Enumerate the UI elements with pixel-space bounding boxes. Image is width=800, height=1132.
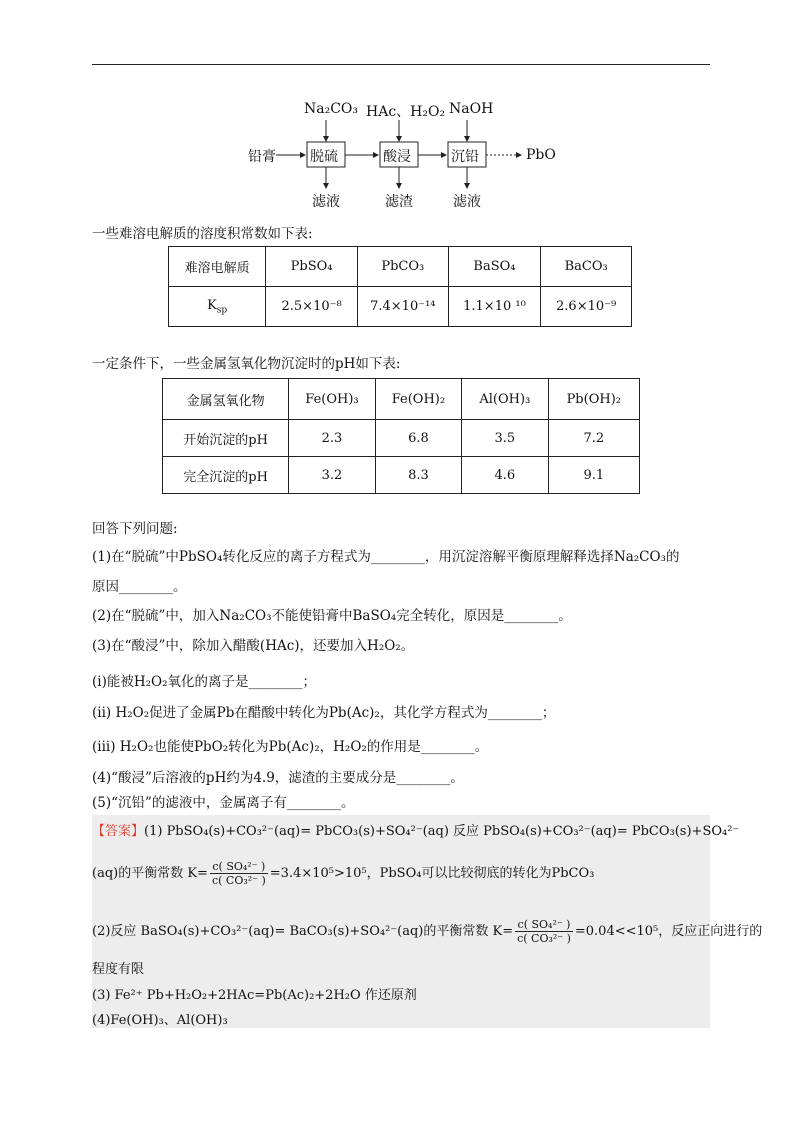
ksp-table: [168, 246, 632, 327]
step-acid-leach: 酸浸: [383, 149, 411, 165]
answer-tag: 【答案】: [92, 824, 145, 839]
q3ii-text: (ii) H₂O₂促进了金属Pb在醋酸中转化为Pb(Ac)₂，其化学方程式为: [92, 705, 488, 721]
ph-header-cell: Al(OH)₃: [462, 379, 548, 420]
punct: 。: [558, 608, 572, 624]
ksp-value-cell: 1.1×10 ¹⁰: [448, 287, 541, 327]
answer-1-line-1: [92, 822, 739, 842]
equilibrium-fraction: [515, 918, 573, 945]
q1-reason: 原因: [92, 579, 119, 595]
answer-blank: ________: [248, 674, 303, 690]
question-1-cont: [92, 577, 187, 597]
punct: 。: [340, 795, 355, 811]
answer-2-line-2: 程度有限: [92, 962, 145, 977]
question-5: [92, 793, 354, 813]
questions-intro: 回答下列问题:: [92, 521, 178, 537]
ksp-header-cell: PbSO₄: [266, 247, 358, 287]
ksp-header-cell: 难溶电解质: [169, 247, 266, 287]
answer-blank: ________: [487, 705, 542, 721]
ksp-value-cell: 7.4×10⁻¹⁴: [357, 287, 448, 327]
ph-value-cell: 9.1: [548, 457, 639, 494]
q5-text: (5)“沉铅”的滤液中，金属离子有: [92, 795, 287, 811]
answer-blank: ________: [286, 795, 341, 811]
ksp-row-label: [169, 287, 266, 327]
answer-1-k: (aq)的平衡常数 K=: [92, 866, 208, 881]
step-precipitate-lead: 沉铅: [451, 149, 479, 165]
question-4: [92, 768, 464, 788]
output-residue: 滤渣: [385, 194, 413, 210]
ph-header-cell: Fe(OH)₃: [289, 379, 375, 420]
fraction-numerator: c( SO₄²⁻ ): [210, 860, 268, 874]
ph-header-cell: 金属氢氧化物: [163, 379, 289, 420]
punct: 。: [173, 579, 187, 595]
ksp-value-cell: 2.5×10⁻⁸: [266, 287, 358, 327]
answer-blank: ________: [396, 770, 451, 786]
answer-4: (4)Fe(OH)₃、Al(OH)₃: [92, 1013, 228, 1028]
ph-value-cell: 8.3: [375, 457, 461, 494]
ksp-header-cell: BaSO₄: [448, 247, 541, 287]
ph-value-cell: 4.6: [462, 457, 548, 494]
step-desulfurize: 脱硫: [310, 149, 338, 165]
q3i-text: (i)能被H₂O₂氧化的离子是: [92, 674, 249, 690]
answer-blank: ________: [504, 608, 559, 624]
punct: ；: [302, 674, 317, 690]
answer-2-result: =0.04<<10⁵，反应正向进行的: [574, 924, 763, 939]
ksp-header-cell: BaCO₃: [541, 247, 632, 287]
q4-text: (4)“酸浸”后溶液的pH约为4.9，滤渣的主要成分是: [92, 770, 397, 786]
ksp-subscript: sp: [216, 305, 228, 316]
product-pbo: PbO: [526, 147, 556, 163]
output-filtrate-2: 滤液: [453, 194, 481, 210]
answer-1-result: =3.4×10⁵>10⁵，PbSO₄可以比较彻底的转化为PbCO₃: [269, 866, 595, 881]
q1-text-cont: ，用沉淀溶解平衡原理解释选择Na₂CO₃的: [424, 549, 680, 565]
input-lead-paste: 铅膏: [248, 149, 276, 165]
punct: ；: [541, 705, 556, 721]
header-rule: [92, 64, 710, 65]
ph-value-cell: 3.2: [289, 457, 375, 494]
q1-text: (1)在“脱硫”中PbSO₄转化反应的离子方程式为: [92, 549, 371, 565]
fraction-denominator: c( CO₃²⁻ ): [211, 874, 266, 887]
question-2: [92, 606, 572, 626]
answer-blank: ________: [370, 549, 425, 565]
answer-blank: ________: [119, 579, 173, 595]
answer-blank: ________: [420, 739, 475, 755]
ph-value-cell: 7.2: [548, 420, 639, 457]
question-3iii: [92, 737, 488, 757]
punct: 。: [474, 739, 489, 755]
reagent-hac-h2o2: HAc、H₂O₂: [366, 104, 446, 120]
punct: 。: [450, 770, 464, 786]
ph-intro: 一定条件下，一些金属氢氧化物沉淀时的pH如下表:: [92, 356, 401, 372]
reagent-na2co3: Na₂CO₃: [304, 101, 359, 117]
ph-header-cell: Fe(OH)₂: [375, 379, 461, 420]
ph-table: [162, 378, 640, 494]
answer-3: (3) Fe²⁺ Pb+H₂O₂+2HAc=Pb(Ac)₂+2H₂O 作还原剂: [92, 988, 417, 1003]
equilibrium-fraction: [210, 860, 268, 887]
ph-value-cell: 6.8: [375, 420, 461, 457]
answer-2-line-1: [92, 918, 762, 945]
fraction-denominator: c( CO₃²⁻ ): [517, 932, 571, 945]
fraction-numerator: c( SO₄²⁻ ): [515, 918, 573, 932]
question-3i: [92, 672, 316, 692]
question-3ii: [92, 703, 555, 723]
ph-value-cell: 2.3: [289, 420, 375, 457]
q2-text: (2)在“脱硫”中，加入Na₂CO₃不能使铅膏中BaSO₄完全转化，原因是: [92, 608, 505, 624]
question-1: [92, 547, 679, 567]
ph-row-label: 完全沉淀的pH: [163, 457, 289, 494]
ph-row-label: 开始沉淀的pH: [163, 420, 289, 457]
output-filtrate-1: 滤液: [312, 194, 340, 210]
answer-1-line-2: [92, 860, 594, 887]
ksp-value-cell: 2.6×10⁻⁹: [541, 287, 632, 327]
ksp-intro: 一些难溶电解质的溶度积常数如下表:: [92, 226, 313, 242]
ph-value-cell: 3.5: [462, 420, 548, 457]
answer-1-text: (1) PbSO₄(s)+CO₃²⁻(aq)= PbCO₃(s)+SO₄²⁻(aq) 反应 PbSO₄(s)+CO₃²⁻(aq)= PbCO₃(s)+SO₄²⁻: [144, 824, 740, 839]
question-3: (3)在“酸浸”中，除加入醋酸(HAc)，还要加入H₂O₂。: [92, 638, 415, 654]
reagent-naoh: NaOH: [449, 101, 494, 117]
ph-header-cell: Pb(OH)₂: [548, 379, 639, 420]
q3iii-text: (iii) H₂O₂也能使PbO₂转化为Pb(Ac)₂，H₂O₂的作用是: [92, 739, 421, 755]
ksp-header-cell: PbCO₃: [357, 247, 448, 287]
answer-2-text: (2)反应 BaSO₄(s)+CO₃²⁻(aq)= BaCO₃(s)+SO₄²⁻(aq)的平衡常数 K=: [92, 924, 514, 939]
ksp-symbol: K: [207, 297, 217, 313]
